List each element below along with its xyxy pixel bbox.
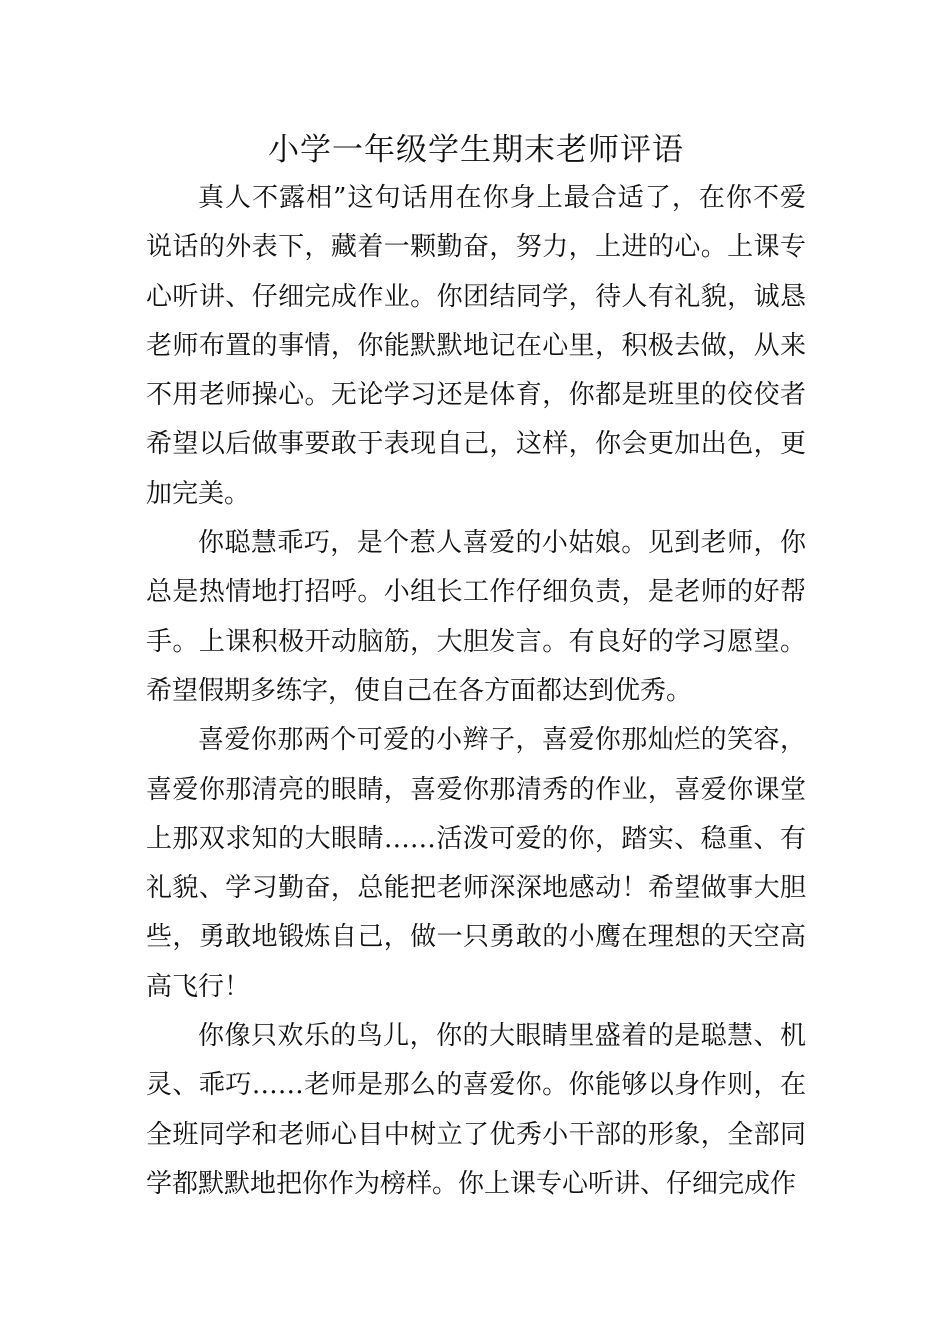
comment-paragraph-1: 真人不露相”这句话用在你身上最合适了，在你不爱说话的外表下，藏着一颗勤奋，努力，上进的心。上课专心听讲、仔细完成作业。你团结同学，待人有礼貌，诚恳老师布置的事情，你能默默地记在心里，积极去做，从来不用老师操心。无论学习还是体育，你都是班里的佼佼者希望以后做事要敢于表现自己，这样，你会更加出色，更加完美。 bbox=[146, 183, 806, 509]
comment-paragraph-4: 你像只欢乐的鸟儿，你的大眼睛里盛着的是聪慧、机灵、乖巧……老师是那么的喜爱你。你能够以身作则，在全班同学和老师心目中树立了优秀小干部的形象，全部同学都默默地把你作为榜样。你上课专心听讲、仔细完成作 bbox=[146, 1021, 806, 1199]
comment-paragraph-3: 喜爱你那两个可爱的小辫子，喜爱你那灿烂的笑容，喜爱你那清亮的眼睛，喜爱你那清秀的作业，喜爱你课堂上那双求知的大眼睛……活泼可爱的你，踏实、稳重、有礼貌、学习勤奋，总能把老师深深地感动！希望做事大胆些，勇敢地锻炼自己，做一只勇敢的小鹰在理想的天空高高飞行！ bbox=[146, 725, 806, 1002]
document-title: 小学一年级学生期末老师评语 bbox=[268, 132, 684, 168]
comment-paragraph-2: 你聪慧乖巧，是个惹人喜爱的小姑娘。见到老师，你总是热情地打招呼。小组长工作仔细负责，是老师的好帮手。上课积极开动脑筋，大胆发言。有良好的学习愿望。希望假期多练字，使自己在各方面都达到优秀。 bbox=[146, 528, 806, 706]
document-page bbox=[146, 126, 806, 1209]
